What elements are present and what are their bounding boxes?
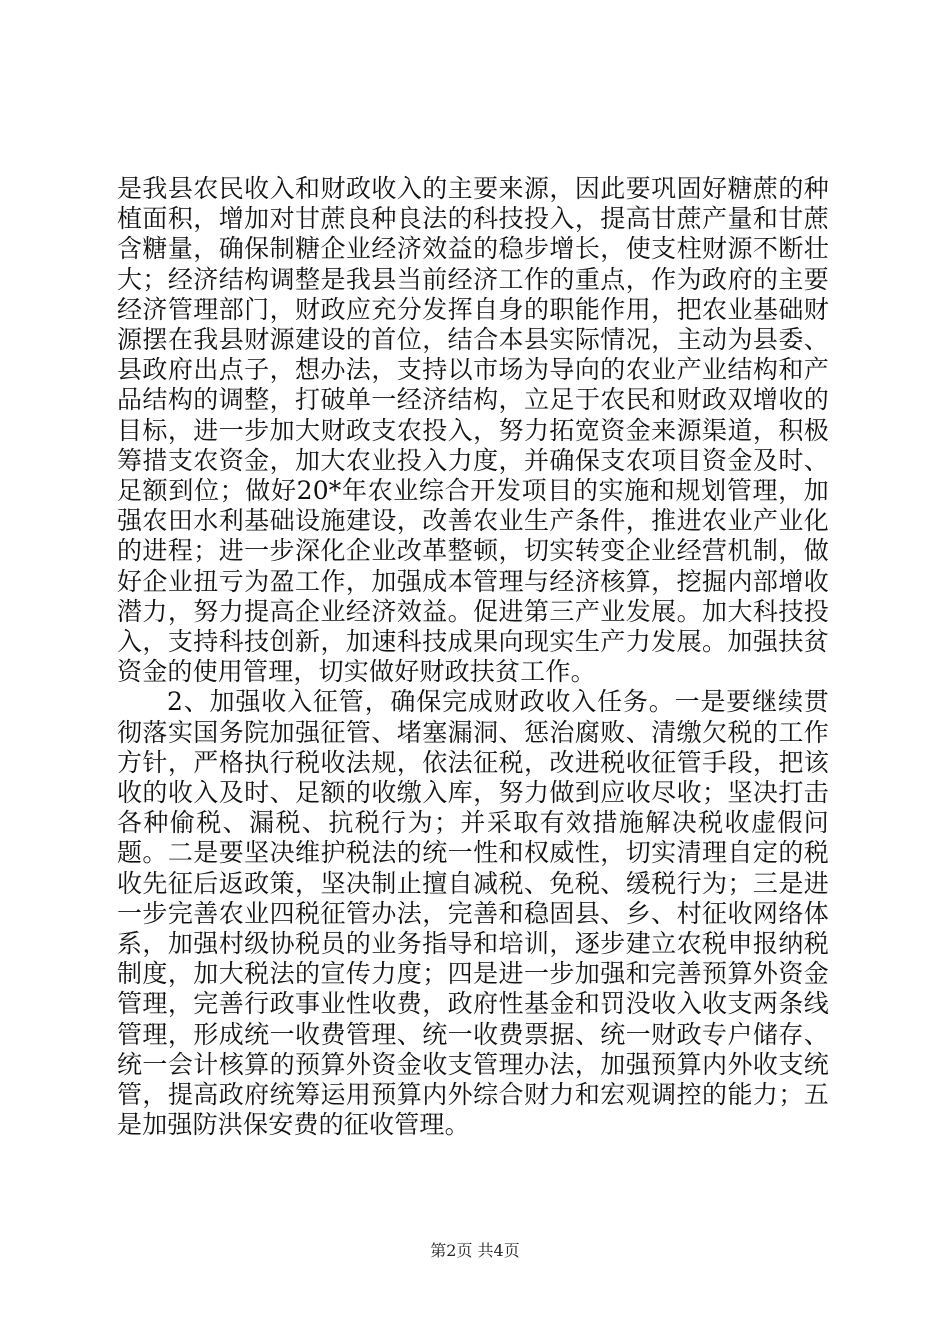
page-number-footer: 第2页 共4页: [430, 1241, 520, 1260]
paragraph-2: 2、加强收入征管，确保完成财政收入任务。一是要继续贯彻落实国务院加强征管、堵塞漏洞、惩治腐败、清缴欠税的工作方针，严格执行税收法规，依法征税，改进税收征管手段，把该收的收入及时、足额的收缴入库，努力做到应收尽收；坚决打击各种偷税、漏税、抗税行为；并采取有效措施解决税收虚假问题。二是要坚决维护税法的统一性和权威性，切实清理自定的税收先征后返政策，坚决制止擅自减税、免税、缓税行为；三是进一步完善农业四税征管办法，完善和稳固县、乡、村征收网络体系，加强村级协税员的业务指导和培训，逐步建立农税申报纳税制度，加大税法的宣传力度；四是进一步加强和完善预算外资金管理，完善行政事业性收费，政府性基金和罚没收入收支两条线管理，形成统一收费管理、统一收费票据、统一财政专户储存、统一会计核算的预算外资金收支管理办法，加强预算内外收支统管，提高政府统筹运用预算内外综合财力和宏观调控的能力；五是加强防洪保安费的征收管理。: [117, 687, 829, 1140]
paragraph-1: 是我县农民收入和财政收入的主要来源，因此要巩固好糖蔗的种植面积，增加对甘蔗良种良法的科技投入，提高甘蔗产量和甘蔗含糖量，确保制糖企业经济效益的稳步增长，使支柱财源不断壮大；经济结构调整是我县当前经济工作的重点，作为政府的主要经济管理部门，财政应充分发挥自身的职能作用，把农业基础财源摆在我县财源建设的首位，结合本县实际情况，主动为县委、县政府出点子，想办法，支持以市场为导向的农业产业结构和产品结构的调整，打破单一经济结构，立足于农民和财政双增收的目标，进一步加大财政支农投入，努力拓宽资金来源渠道，积极筹措支农资金，加大农业投入力度，并确保支农项目资金及时、足额到位；做好20*年农业综合开发项目的实施和规划管理，加强农田水利基础设施建设，改善农业生产条件，推进农业产业化的进程；进一步深化企业改革整顿，切实转变企业经营机制，做好企业扭亏为盈工作，加强成本管理与经济核算，挖掘内部增收潜力，努力提高企业经济效益。促进第三产业发展。加大科技投入，支持科技创新，加速科技成果向现实生产力发展。加强扶贫资金的使用管理，切实做好财政扶贫工作。: [117, 174, 829, 687]
document-body: [117, 174, 829, 1141]
